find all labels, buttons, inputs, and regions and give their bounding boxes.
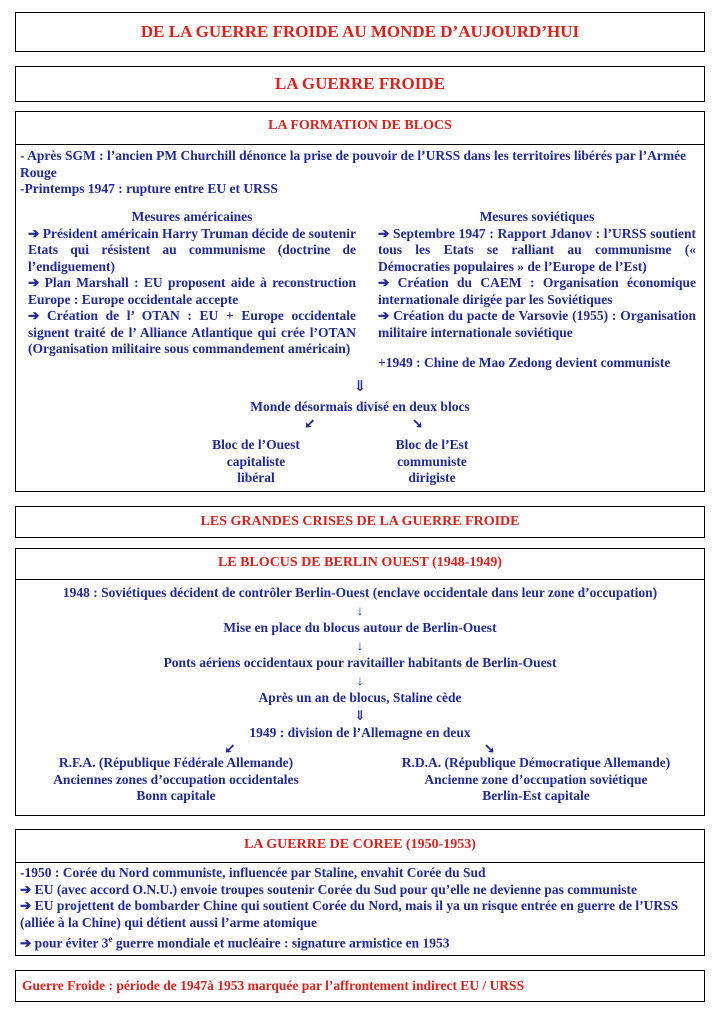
coree-item: ➔ EU (avec accord O.N.U.) envoie troupes soutenir Corée du Sud pour qu’elle ne devienne pas communiste	[20, 881, 637, 897]
east-bloc-line: Bloc de l’Est	[395, 437, 469, 452]
east-bloc	[352, 437, 512, 487]
coree-last-prefix: ➔ pour éviter 3	[20, 935, 109, 951]
section-title: LA GUERRE FROIDE	[274, 74, 446, 93]
american-item: ➔ Création de l’ OTAN : EU + Europe occidentale signent traité de l’ Alliance Atlantique qui crée l’OTAN (Organisation militaire sous commandement américain)	[28, 308, 356, 356]
rfa-block	[26, 755, 326, 805]
main-title: DE LA GUERRE FROIDE AU MONDE D’AUJOURD’HUI	[140, 22, 580, 41]
rda-block	[376, 755, 696, 805]
divided-world: Monde désormais divisé en deux blocs	[250, 399, 470, 414]
arrow-down-icon: ↓	[356, 602, 364, 618]
arrow-down-left-icon: ➘	[304, 416, 316, 431]
rfa-line: Anciennes zones d’occupation occidentales	[53, 771, 299, 787]
formation-intro	[20, 148, 700, 198]
crises-title-box	[15, 506, 705, 538]
coree-item	[20, 931, 698, 952]
east-bloc-line: communiste	[397, 453, 467, 469]
rda-line: R.D.A. (République Démocratique Allemande)	[401, 755, 671, 770]
arrow-down-icon: ↓	[356, 672, 364, 688]
coree-item: -1950 : Corée du Nord communiste, influencée par Staline, envahit Corée du Sud	[20, 865, 486, 880]
rda-line: Berlin-Est capitale	[482, 788, 590, 803]
crises-title: LES GRANDES CRISES DE LA GUERRE FROIDE	[200, 514, 520, 529]
berlin-step: Ponts aériens occidentaux pour ravitailler habitants de Berlin-Ouest	[163, 655, 557, 670]
soviet-extra: +1949 : Chine de Mao Zedong devient communiste	[378, 355, 671, 370]
berlin-title: LE BLOCUS DE BERLIN OUEST (1948-1949)	[217, 555, 503, 570]
conclusion-text: Guerre Froide : période de 1947à 1953 marquée par l’affrontement indirect EU / URSS	[22, 978, 525, 993]
soviet-item: ➔ Septembre 1947 : Rapport Jdanov : l’URSS soutient tous les Etats se ralliant au communisme (« Démocraties populaires » de l’Europe de l’Est)	[378, 225, 696, 274]
section-title-box	[15, 66, 705, 102]
soviet-item: ➔ Création du CAEM : Organisation économique internationale dirigée par les Soviétiques	[378, 275, 696, 307]
formation-box	[15, 111, 705, 492]
american-item: ➔ Plan Marshall : EU proposent aide à reconstruction Europe : Europe occidentale accepte	[28, 275, 356, 307]
double-arrow-icon: ⇓	[353, 379, 367, 395]
coree-box	[15, 829, 705, 956]
intro-line: - Après SGM : l’ancien PM Churchill dénonce la prise de pouvoir de l’URSS dans les territoires libérés par l’Armée Rouge	[20, 148, 687, 180]
arrow-down-icon: ↓	[356, 637, 364, 653]
conclusion-box	[15, 970, 705, 1002]
soviet-heading: Mesures soviétiques	[479, 209, 595, 224]
berlin-step: Mise en place du blocus autour de Berlin-Ouest	[223, 620, 497, 635]
coree-title: LA GUERRE DE COREE (1950-1953)	[244, 837, 476, 852]
arrow-down-right-icon: ➘	[484, 741, 496, 756]
coree-items	[20, 865, 698, 952]
rda-line: Ancienne zone d’occupation soviétique	[424, 771, 648, 787]
soviet-measures	[378, 209, 696, 372]
berlin-step: Après un an de blocus, Staline cède	[258, 690, 462, 705]
west-bloc-line: Bloc de l’Ouest	[212, 437, 300, 452]
formation-title: LA FORMATION DE BLOCS	[268, 118, 452, 133]
double-arrow-icon: ⇓	[354, 707, 366, 723]
berlin-step: 1948 : Soviétiques décident de contrôler Berlin-Ouest (enclave occidentale dans leur zone d’occupation)	[62, 585, 658, 600]
american-item: ➔ Président américain Harry Truman décide de soutenir Etats qui résistent au communisme (doctrine de l’endiguement)	[28, 225, 356, 274]
east-bloc-line: dirigiste	[408, 470, 456, 485]
berlin-steps	[16, 584, 704, 742]
arrow-down-left-icon: ➘	[224, 741, 236, 756]
rfa-line: R.F.A. (République Fédérale Allemande)	[58, 755, 294, 770]
coree-item: ➔ EU projettent de bombarder Chine qui soutient Corée du Nord, mais il ya un risque entrée en guerre de l’URSS (alliée à la Chine) qui détient aussi l’arme atomique	[20, 898, 679, 930]
soviet-item: ➔ Création du pacte de Varsovie (1955) : Organisation militaire internationale soviétique	[378, 308, 696, 340]
intro-line: -Printemps 1947 : rupture entre EU et URSS	[20, 181, 278, 196]
american-measures	[28, 209, 356, 358]
arrow-down-right-icon: ➘	[412, 416, 424, 431]
berlin-step: 1949 : division de l’Allemagne en deux	[249, 725, 471, 740]
west-bloc	[176, 437, 336, 487]
american-heading: Mesures américaines	[131, 209, 253, 224]
rfa-line: Bonn capitale	[136, 788, 216, 803]
coree-last-suffix: guerre mondiale et nucléaire : signature armistice en 1953	[112, 935, 450, 951]
west-bloc-line: libéral	[237, 470, 275, 485]
main-title-box	[15, 12, 705, 52]
coree-last-sup: e	[108, 934, 113, 944]
berlin-box	[15, 548, 705, 816]
west-bloc-line: capitaliste	[226, 453, 286, 469]
